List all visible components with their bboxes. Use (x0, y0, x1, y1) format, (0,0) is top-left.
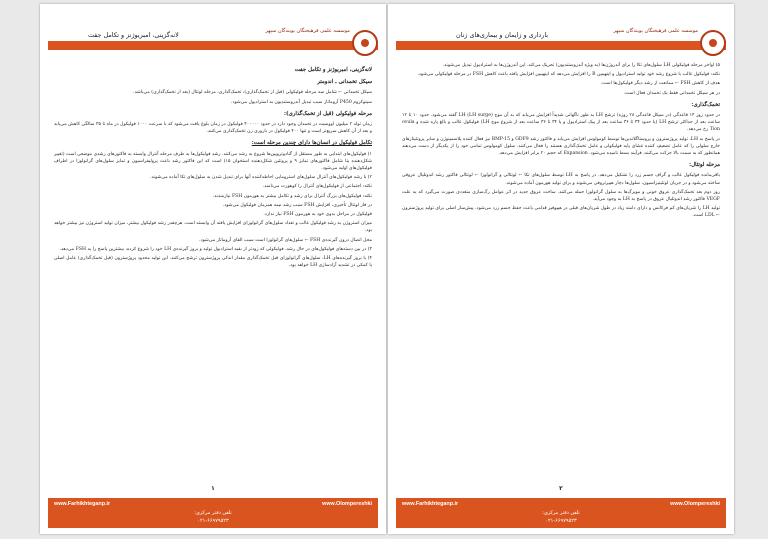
page-footer (396, 498, 726, 528)
body-paragraph: محل اتصال درون گیرنده‌ی FSH ← سلول‌های گرانولوزا است سبب القای آروماتاز می‌شود. (199, 237, 372, 243)
institute-logo-icon (700, 30, 726, 56)
body-paragraph: فولیکول در مراحل بدوی خود به هورمون FSH نیاز ندارد. (263, 212, 372, 218)
footer-site-link[interactable]: www.Farhikhteganp.ir (54, 501, 111, 507)
institute-brand: موسسه علمی فرهیختگان پویندگان سپهر (265, 28, 350, 34)
body-paragraph: در هر سیکل تخمدانی فقط یک تخمدان فعال است. (623, 90, 720, 96)
page-number: ۱ (211, 485, 215, 492)
institute-logo-icon (352, 30, 378, 56)
body-paragraph: نکته: فولیکول غالب با شروع رشد خود تولید استرادیول و اینهیبین B را افزایش می‌دهد که اینهیبین افزایش یافته باعث کاهش FSH در مرحله فولیکولی می‌شود. (417, 72, 720, 78)
footer-address: تلفن دفتر مرکزی: (194, 510, 232, 516)
body-paragraph: ۲) با رشد فولیکول‌های آنترال سلول‌های استرومایی احاطه‌کننده آنها برای تبدیل شدن به سلول‌های تکا آماده می‌شوند. (150, 175, 372, 181)
body-paragraph: ۵) اواخر مرحله فولیکولی LH سلول‌های تکا را برای آندروژن‌ها (به ویژه آندروستندیون) تحریک می‌کند. این آندروژن‌ها به استرادیول تبدیل می‌شوند. (442, 63, 720, 68)
body-paragraph: سیتوکروم P450 آروماتاز سبب تبدیل آندروستندیون به استرادیول می‌شود. (231, 99, 372, 105)
footer-site-link[interactable]: www.Olompereshki (670, 501, 720, 507)
footer-phone: ۰۲۱-۶۶۹۷۹۵۲۳ (545, 518, 577, 524)
header-title: بارداری و زایمان و بیماری‌های زنان (456, 31, 549, 39)
body-paragraph: میزان استروژن به رشد فولیکول غالب و تعداد سلول‌های گرانولوزای افزایش یافته آن وابسته است. هرچقدر رشد فولیکول بیشتر، میزان تولید استروژن نیز بیشتر خواهد بود. (54, 221, 372, 234)
institute-brand: موسسه علمی فرهیختگان پویندگان سپهر (613, 28, 698, 34)
body-paragraph: زمان تولد ۲ میلیون اووسیت در تخمدان وجود دارد در حدود ۴۰۰۰۰۰ فولیکول در زمان بلوغ یافت می‌شود که با سرعت ۱۰۰۰ فولیکول در ماه تا ۳۵ سالگی کاهش می‌یابد و بعد از آن کاهش سریع‌تر است و تنها ۴۰۰ فولیکول در باروری زن تخمک‌گذاری می‌کنند. (54, 122, 372, 135)
page-header (396, 30, 726, 56)
section-heading: لانه‌گزینی، امبریوژنز و تکامل جفت (294, 67, 372, 73)
footer-address: تلفن دفتر مرکزی: (542, 510, 580, 516)
footer-phone: ۰۲۱-۶۶۹۷۹۵۲۳ (197, 518, 229, 524)
body-paragraph: نکته: اجتماعی از فولیکول‌های آنترال را کوهورت می‌نامند. (262, 184, 372, 190)
page-body (54, 62, 372, 484)
header-title: لانه‌گزینی، امبریوژنز و تکامل جفت (88, 31, 179, 39)
body-paragraph: هدف از کاهش FSH ← ممانعت از رشد دیگر فولیکول‌ها است. (600, 81, 720, 87)
section-heading: مرحله فولیکولی (قبل از تخمک‌گذاری): (283, 110, 372, 117)
footer-site-link[interactable]: www.Farhikhteganp.ir (402, 501, 459, 507)
section-heading: تکامل فولیکول در انسان‌ها دارای چندین مرحله است: (251, 140, 372, 147)
body-paragraph: روز دوم بعد تخمک‌گذاری عروق خونی و مویرگ‌ها به سلول گرانولوزا حمله می‌کنند. ساخت عروق جدید در اثر عوامل رگ‌سازی متعددی صورت می‌گیرد که به علت VEGF فاکتور رشد اندوتلیال عروق در پاسخ به LH به وجود می‌آید. (402, 189, 720, 203)
page-number: ۲ (559, 485, 563, 492)
body-paragraph: در حدود روز ۱۴ قاعدگی (در سیکل قاعدگی ۲۸ روزه) ترشح LH به طور ناگهانی شدیداً افزایش می‌یابد که به آن موج LH (LH surge) گفته می‌شود. حدود ۱۰ تا ۱۲ ساعت بعد از حداکثر ترشح LH (یا حدود ۳۴ تا ۳۶ ساعت بعد از پیک استرادیول و یا ۳۴ تا ۳۶ ساعت بعد از شروع موج LH) فولیکول غالب و بالغ پاره شده و ovula Tion رخ می‌دهد. (402, 113, 720, 133)
body-paragraph: ۳) در بین دسته‌های فولیکول‌های در حال رشد، فولیکولی که زودتر از بقیه استرادیول تولید و بروز گیرنده‌ی LH خود را شروع کرده، بیشترین پاسخ را به FSH می‌دهد. (59, 246, 372, 252)
body-paragraph: باقی‌مانده فولیکول غالب و گراف جسم زرد را تشکیل می‌دهد. در پاسخ به LH توسط سلول‌های تکا ← لوتئالی و گرانولوزا ← لوتئالی فاکتور رشد اندوتلیال عروقی ساخته می‌شود و در جریان لوتئینیزاسیون، سلول‌ها دچار هیپرتروفی می‌شوند و برای تولید هورمون آماده می‌شوند. (402, 173, 720, 186)
section-heading: سیکل تخمدانی ـ اندومتر (317, 79, 372, 86)
footer-site-link[interactable]: www.Olompereshki (322, 501, 372, 507)
document-page-left (40, 4, 386, 534)
page-header (48, 30, 378, 56)
body-paragraph: تولید LH را شریان‌های کم فرکانس و دارای دامنه زیاد در طول شریان‌های قبلی در هیپوفیز قدامی باعث حفظ جسم زرد می‌شود. پیش‌ساز اصلی برای تولید پروژسترون ← LDL است. (402, 206, 720, 219)
body-paragraph: ۴) با بروز گیرنده‌های LH، سلول‌های گرانولوزای قبل تخمک‌گذاری مقدار اندکی پروژسترون ترشح می‌کنند. این تولید محدود پروژسترون (قبل تخمک‌گذاری) عامل اصلی یا کمکی در تشدید آزادسازی LH خواهد بود. (54, 256, 372, 269)
body-paragraph: در پاسخ به LH، تولید پروژسترون و پروستاگلاندین‌ها توسط کومولوس افزایش می‌یابد و فاکتور رشد GDF9 و BMP-15 نیز فعال کننده پلاسمینوژن و سایر پروتئینازهای خارج سلولی را که عامل تضعیف کننده غشای پایه فولیکولی و عامل تخمک‌گذاری هستند را فعال می‌کنند. سلول کومولوس تمامی خود را از یکدیگر از دست می‌دهند همانطور که به سمت بالا حرکت می‌کنند، فرآیند بسط نامیده می‌شود. Expansion که حجم ۲۰ برابر افزایش می‌دهد. (402, 136, 720, 157)
section-heading: تخمک‌گذاری: (691, 101, 720, 108)
page-footer (48, 498, 378, 528)
body-paragraph: در فاز لوتئال تأخیری، افزایش FSH سبب رشد نیمه همزمان فولیکول می‌شود. (222, 202, 372, 208)
page-body (402, 62, 720, 484)
section-heading: مرحله لوتئال: (689, 162, 720, 169)
body-paragraph: نکته: فولیکول‌های بزرگ آنترال برای رشد و تکامل بیشتر به هورمون FSH نیازمندند. (212, 193, 372, 199)
document-page-right (388, 4, 734, 534)
body-paragraph: سیکل تخمدانی ← شامل سه مرحله فولیکولی (قبل از تخمک‌گذاری)، تخمک‌گذاری، مرحله لوتئال (بعد از تخمک‌گذاری) می‌باشد. (133, 90, 372, 96)
header-accent-bar (396, 41, 726, 50)
header-accent-bar (48, 41, 378, 50)
body-paragraph: ۱) فولیکول‌های ابتدایی به طور مستقل از گنادوتروپین‌ها شروع به رشد می‌کنند. رشد فولیکول‌ها به طرف مرحله آنترال وابسته به فاکتورهای رشدی موضعی است (تغییر شکل‌دهنده بتا شامل فاکتورهای تمایز ۹ و پروتئین شکل‌دهنده استخوان ۱۵) است که این فاکتور رشد باعث پرولیفراسیون و تمایز سلول‌های گرانولوزا در اطراف فولیکول‌های اولیه می‌شود. (54, 151, 372, 172)
